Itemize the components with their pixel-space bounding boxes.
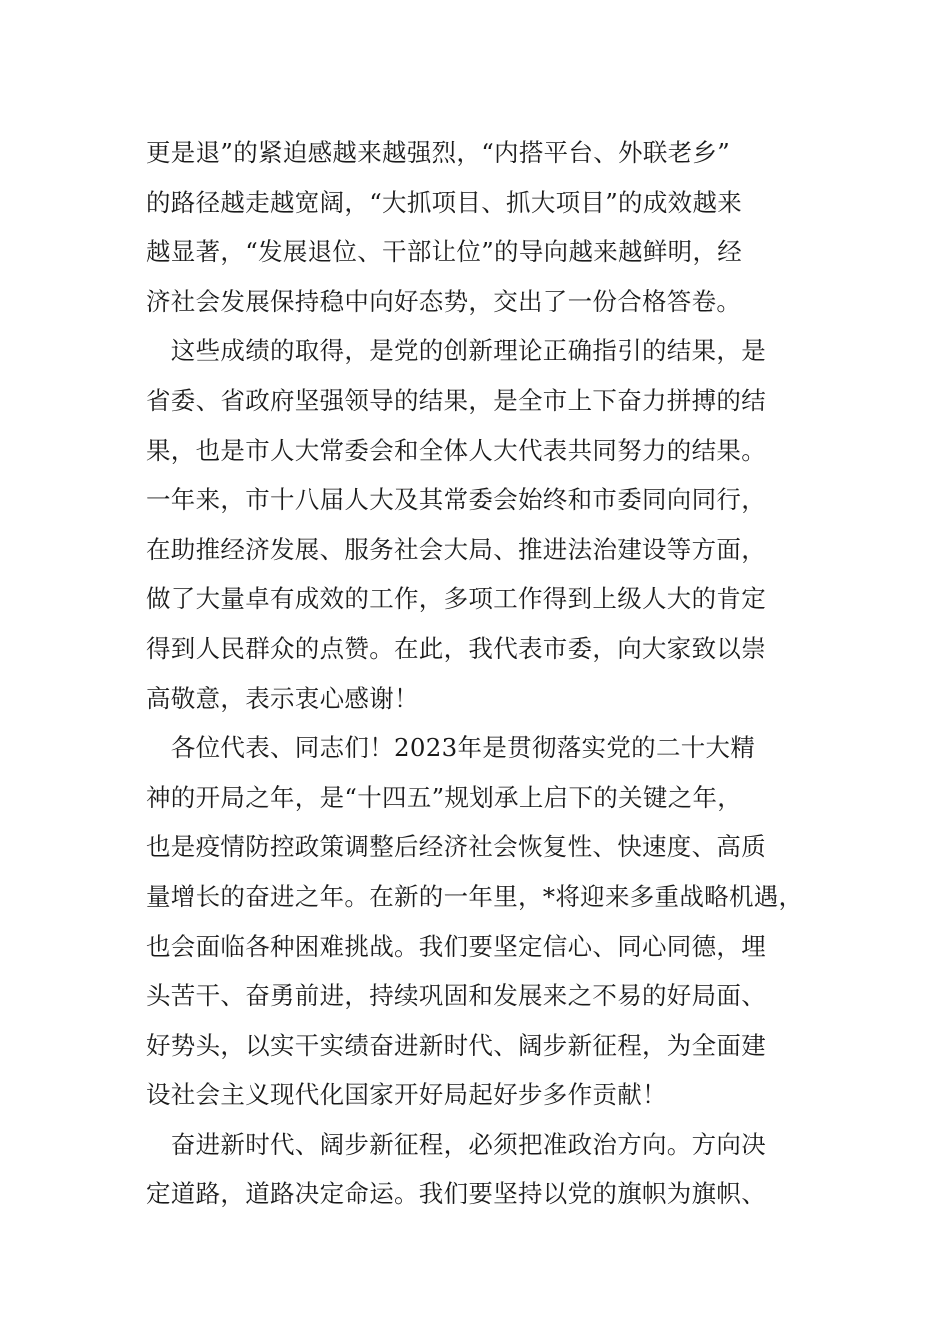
text-line-15: 也是疫情防控政策调整后经济社会恢复性、快速度、高质 (146, 832, 766, 862)
text-line-8: 一年来，市十八届人大及其常委会始终和市委同向同行， (146, 485, 766, 515)
text-line-7: 果，也是市人大常委会和全体人大代表共同努力的结果。 (146, 435, 766, 465)
text-line-5: 这些成绩的取得，是党的创新理论正确指引的结果，是 (146, 336, 766, 366)
body-text (146, 128, 826, 1219)
text-line-10: 做了大量卓有成效的工作，多项工作得到上级人大的肯定 (146, 584, 766, 614)
text-line-1: 更是退”的紧迫感越来越强烈，“内搭平台、外联老乡” (146, 138, 731, 167)
text-line-18: 头苦干、奋勇前进，持续巩固和发展来之不易的好局面、 (146, 981, 766, 1011)
text-line-17: 也会面临各种困难挑战。我们要坚定信心、同心同德，埋 (146, 931, 766, 961)
text-line-2: 的路径越走越宽阔，“大抓项目、抓大项目”的成效越来 (146, 187, 743, 217)
text-line-12: 高敬意，表示衷心感谢！ (146, 683, 419, 713)
text-line-11: 得到人民群众的点赞。在此，我代表市委，向大家致以崇 (146, 633, 766, 663)
text-line-16: 量增长的奋进之年。在新的一年里，*将迎来多重战略机遇， (146, 881, 804, 911)
text-line-6: 省委、省政府坚强领导的结果，是全市上下奋力拼搏的结 (146, 385, 766, 415)
text-line-19: 好势头，以实干实绩奋进新时代、阔步新征程，为全面建 (146, 1030, 766, 1060)
text-line-21: 奋进新时代、阔步新征程，必须把准政治方向。方向决 (146, 1129, 766, 1159)
text-line-9: 在助推经济发展、服务社会大局、推进法治建设等方面， (146, 534, 766, 564)
text-line-3: 越显著，“发展退位、干部让位”的导向越来越鲜明，经 (146, 237, 743, 267)
text-line-14: 神的开局之年，是“十四五”规划承上启下的关键之年， (146, 782, 743, 812)
text-line-20: 设社会主义现代化国家开好局起好步多作贡献！ (146, 1080, 667, 1110)
text-line-22: 定道路，道路决定命运。我们要坚持以党的旗帜为旗帜、 (146, 1179, 766, 1209)
text-line-4: 济社会发展保持稳中向好态势，交出了一份合格答卷。 (146, 286, 742, 316)
text-line-13: 各位代表、同志们！2023年是贯彻落实党的二十大精 (146, 733, 756, 763)
